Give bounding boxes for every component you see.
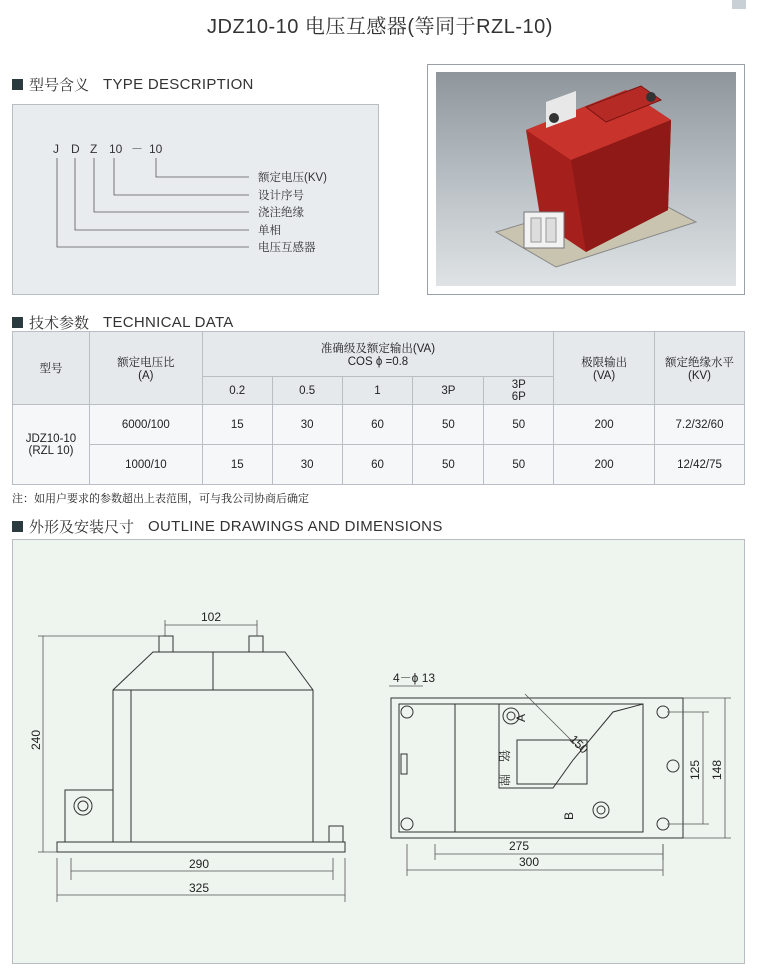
value-cell: 15 bbox=[202, 405, 272, 445]
class-0-2: 0.2 bbox=[202, 377, 272, 405]
base-plate bbox=[57, 842, 345, 852]
table-row bbox=[13, 445, 745, 485]
class-3p-6p bbox=[484, 377, 554, 405]
terminal-box bbox=[65, 790, 113, 842]
section-title-en: TYPE DESCRIPTION bbox=[103, 76, 254, 93]
ratio-cell: 6000/100 bbox=[89, 405, 202, 445]
header-limit-unit: (VA) bbox=[593, 370, 616, 382]
dim-left-102: 102 bbox=[201, 610, 222, 624]
meaning-voltage-transformer: 电压互感器 bbox=[258, 242, 316, 254]
section-bullet-icon bbox=[12, 79, 23, 90]
section-bullet-icon bbox=[12, 317, 23, 328]
page-title: JDZ10-10 电压互感器(等同于RZL-10) bbox=[207, 16, 553, 38]
value-cell: 50 bbox=[484, 405, 554, 445]
dim-right-148: 148 bbox=[710, 759, 724, 780]
header-voltage-ratio bbox=[89, 332, 202, 405]
ratio-cell: 1000/10 bbox=[89, 445, 202, 485]
leader-line-voltage bbox=[156, 158, 249, 177]
header-accuracy bbox=[202, 332, 553, 377]
leader-line-design bbox=[114, 158, 249, 195]
type-code-diagram bbox=[13, 105, 380, 296]
dim-left-325: 325 bbox=[189, 881, 210, 895]
label-terminal-b: B bbox=[562, 811, 576, 820]
model-name: JDZ10-10 bbox=[25, 432, 77, 445]
section-header-outline bbox=[12, 516, 443, 537]
leader-line-insulation bbox=[94, 158, 249, 212]
dim-holes: 4－ϕ 13 bbox=[393, 671, 436, 685]
dim-left-290: 290 bbox=[189, 857, 210, 871]
class-6p-text: 6P bbox=[511, 390, 526, 403]
code-dash: － bbox=[131, 142, 144, 156]
model-alias: (RZL 10) bbox=[28, 444, 74, 457]
header-model-text: 型号 bbox=[39, 363, 63, 375]
header-insulation-level bbox=[655, 332, 745, 405]
nameplate-char-2: 牌 bbox=[497, 774, 511, 787]
dim-right-300: 300 bbox=[519, 855, 540, 869]
header-cos-text: COS ϕ =0.8 bbox=[347, 356, 409, 368]
section-title-en: OUTLINE DRAWINGS AND DIMENSIONS bbox=[148, 518, 443, 535]
leader-line-single-phase bbox=[75, 158, 249, 230]
outline-drawing bbox=[13, 540, 746, 965]
corner-decoration bbox=[732, 0, 746, 9]
model-cell bbox=[13, 405, 90, 485]
base-top-view bbox=[391, 698, 683, 838]
class-1: 1 bbox=[342, 377, 413, 405]
meaning-design-number: 设计序号 bbox=[258, 190, 304, 202]
value-cell: 50 bbox=[484, 445, 554, 485]
dim-right-125: 125 bbox=[688, 759, 702, 780]
header-limit-text: 极限输出 bbox=[581, 357, 628, 369]
section-header-technical-data bbox=[12, 312, 234, 333]
meaning-cast-insulation: 浇注绝缘 bbox=[258, 207, 304, 219]
code-letter-z: Z bbox=[90, 142, 98, 156]
header-insul-unit: (KV) bbox=[688, 370, 711, 382]
code-voltage: 10 bbox=[149, 142, 163, 156]
section-header-type-description bbox=[12, 74, 254, 95]
class-3p-text: 3P bbox=[511, 378, 526, 391]
leader-line-transformer bbox=[57, 158, 249, 247]
insulation-cell: 7.2/32/60 bbox=[655, 405, 745, 445]
value-cell: 30 bbox=[272, 405, 342, 445]
class-3p: 3P bbox=[413, 377, 484, 405]
technical-data-table bbox=[12, 331, 745, 485]
section-bullet-icon bbox=[12, 521, 23, 532]
code-letter-d: D bbox=[71, 142, 80, 156]
value-cell: 60 bbox=[342, 405, 413, 445]
nameplate-char-1: 铭 bbox=[497, 750, 511, 763]
table-row bbox=[13, 405, 745, 445]
value-cell: 50 bbox=[413, 405, 484, 445]
code-design-number: 10 bbox=[109, 142, 123, 156]
table-header-row bbox=[13, 332, 745, 377]
section-title-cn: 型号含义 bbox=[29, 77, 90, 94]
value-cell: 60 bbox=[342, 445, 413, 485]
value-cell: 50 bbox=[413, 445, 484, 485]
outline-drawing-panel bbox=[12, 539, 745, 964]
meaning-rated-voltage: 额定电压(KV) bbox=[258, 172, 327, 184]
product-photo bbox=[436, 72, 736, 286]
insulation-cell: 12/42/75 bbox=[655, 445, 745, 485]
header-limit-output bbox=[554, 332, 655, 405]
limit-cell: 200 bbox=[554, 445, 655, 485]
transformer-illustration bbox=[436, 72, 736, 286]
section-title-cn: 技术参数 bbox=[29, 315, 90, 332]
table-note: 注：如用户要求的参数超出上表范围，可与我公司协商后确定 bbox=[12, 493, 309, 505]
class-0-5: 0.5 bbox=[272, 377, 342, 405]
header-ratio-unit: (A) bbox=[138, 370, 154, 382]
label-terminal-a: A bbox=[514, 713, 528, 722]
header-accuracy-text: 准确级及额定输出(VA) bbox=[320, 343, 436, 355]
section-title-cn: 外形及安装尺寸 bbox=[29, 519, 135, 536]
limit-cell: 200 bbox=[554, 405, 655, 445]
dim-right-275: 275 bbox=[509, 839, 530, 853]
header-insul-text: 额定绝缘水平 bbox=[665, 357, 734, 369]
value-cell: 15 bbox=[202, 445, 272, 485]
meaning-single-phase: 单相 bbox=[258, 225, 281, 237]
body-top-outline bbox=[455, 704, 643, 832]
section-title-en: TECHNICAL DATA bbox=[103, 314, 234, 331]
type-description-panel bbox=[12, 104, 379, 295]
header-ratio-text: 额定电压比 bbox=[117, 357, 175, 369]
header-model bbox=[13, 332, 90, 405]
dim-left-240: 240 bbox=[29, 729, 43, 750]
dim-diagonal-150: 150 bbox=[566, 732, 591, 757]
value-cell: 30 bbox=[272, 445, 342, 485]
code-letter-j: J bbox=[53, 142, 59, 156]
